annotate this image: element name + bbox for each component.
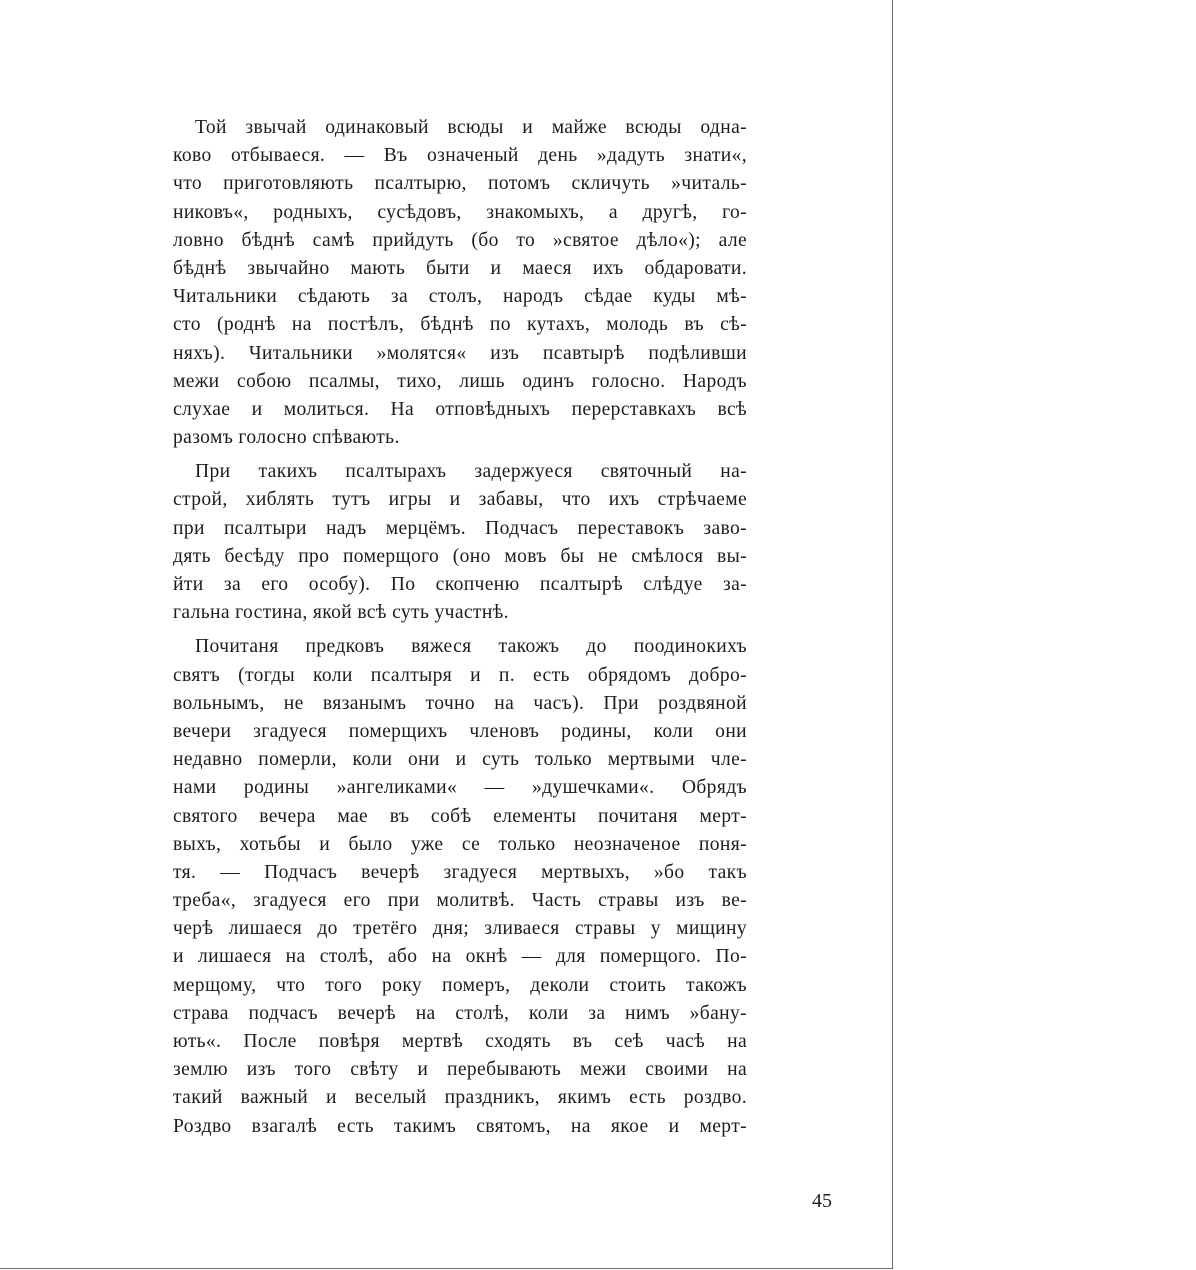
paragraph-3 (173, 633, 747, 1140)
text-line: разомъ голосно спѣвають. (173, 427, 400, 449)
text-line: никовъ«, родныхъ, сусѣдовъ, знакомыхъ, а другѣ, го- (173, 201, 747, 223)
text-line: Читальники сѣдають за столъ, народъ сѣдае куды мѣ- (173, 286, 747, 308)
text-line: ково отбываеся. — Въ означеный день »дадуть знати«, (173, 145, 747, 167)
text-line: при псалтыри надъ мерцёмъ. Подчасъ переставокъ заво- (173, 517, 747, 539)
text-line: няхъ). Читальники »молятся« изъ псавтырѣ подѣливши (173, 342, 747, 364)
body-text (173, 114, 747, 1141)
text-line: мерщому, что того року померъ, деколи стоить такожъ (173, 974, 747, 996)
text-line: ловно бѣднѣ самѣ прийдуть (бо то »святое дѣло«); але (173, 229, 747, 251)
text-line: нами родины »ангеликами« — »душечками«. Обрядъ (173, 777, 747, 799)
text-line: строй, хиблять тутъ игры и забавы, что ихъ стрѣчаеме (173, 489, 747, 511)
text-line: такий важный и веселый праздникъ, якимъ есть роздво. (173, 1087, 747, 1109)
text-line: и лишаеся на столѣ, або на окнѣ — для померщого. По- (173, 946, 747, 968)
text-line: Роздво взагалѣ есть такимъ святомъ, на якое и мерт- (173, 1115, 747, 1137)
text-line: выхъ, хотьбы и было уже се только неозначеное поня- (173, 833, 747, 855)
text-line: слухае и молиться. На отповѣдныхъ перерставкахъ всѣ (173, 398, 747, 420)
text-line: черѣ лишаеся до третёго дня; зливаеся стравы у мищину (173, 918, 747, 940)
paragraph-2 (173, 458, 747, 627)
text-line: землю изъ того свѣту и перебывають межи своими на (173, 1059, 747, 1081)
text-line: бѣднѣ звычайно мають быти и маеся ихъ обдаровати. (173, 257, 747, 279)
text-line: дять бесѣду про померщого (оно мовъ бы не смѣлося вы- (173, 545, 747, 567)
paragraph-1 (173, 114, 747, 452)
text-line: Почитаня предковъ вяжеся такожъ до поодинокихъ (195, 636, 747, 658)
text-line: что приготовляють псалтырю, потомъ скличуть »читаль- (173, 173, 747, 195)
text-line: треба«, згадуеся его при молитвѣ. Часть стравы изъ ве- (173, 890, 747, 912)
text-line: йти за его особу). По скопченю псалтырѣ слѣдуе за- (173, 574, 747, 595)
text-line: святого вечера мае въ собѣ елементы почитаня мерт- (173, 805, 747, 827)
text-line: гальна гостина, якой всѣ суть участнѣ. (173, 602, 509, 624)
text-line: сто (роднѣ на постѣлъ, бѣднѣ по кутахъ, молодь въ сѣ- (173, 314, 747, 336)
text-line: При такихъ псалтырахъ задержуеся святочный на- (195, 461, 747, 483)
text-line: Той звычай одинаковый всюды и майже всюды одна- (195, 117, 747, 138)
text-line: межи собою псалмы, тихо, лишь одинъ голосно. Народъ (173, 370, 747, 392)
text-line: вечери згадуеся померщихъ членовъ родины, коли они (173, 720, 747, 742)
text-line: тя. — Подчасъ вечерѣ згадуеся мертвыхъ, »бо такъ (173, 861, 747, 883)
text-line: страва подчасъ вечерѣ на столѣ, коли за нимъ »бану- (173, 1002, 747, 1024)
text-line: святъ (тогды коли псалтыря и п. есть обрядомъ добро- (173, 664, 747, 686)
page-number: 45 (812, 1190, 832, 1212)
text-line: вольнымъ, не вязанымъ точно на часъ). При роздвяной (173, 692, 747, 714)
text-line: ють«. После повѣря мертвѣ сходять въ сеѣ часѣ на (173, 1031, 747, 1052)
text-line: недавно померли, коли они и суть только мертвыми чле- (173, 749, 747, 771)
